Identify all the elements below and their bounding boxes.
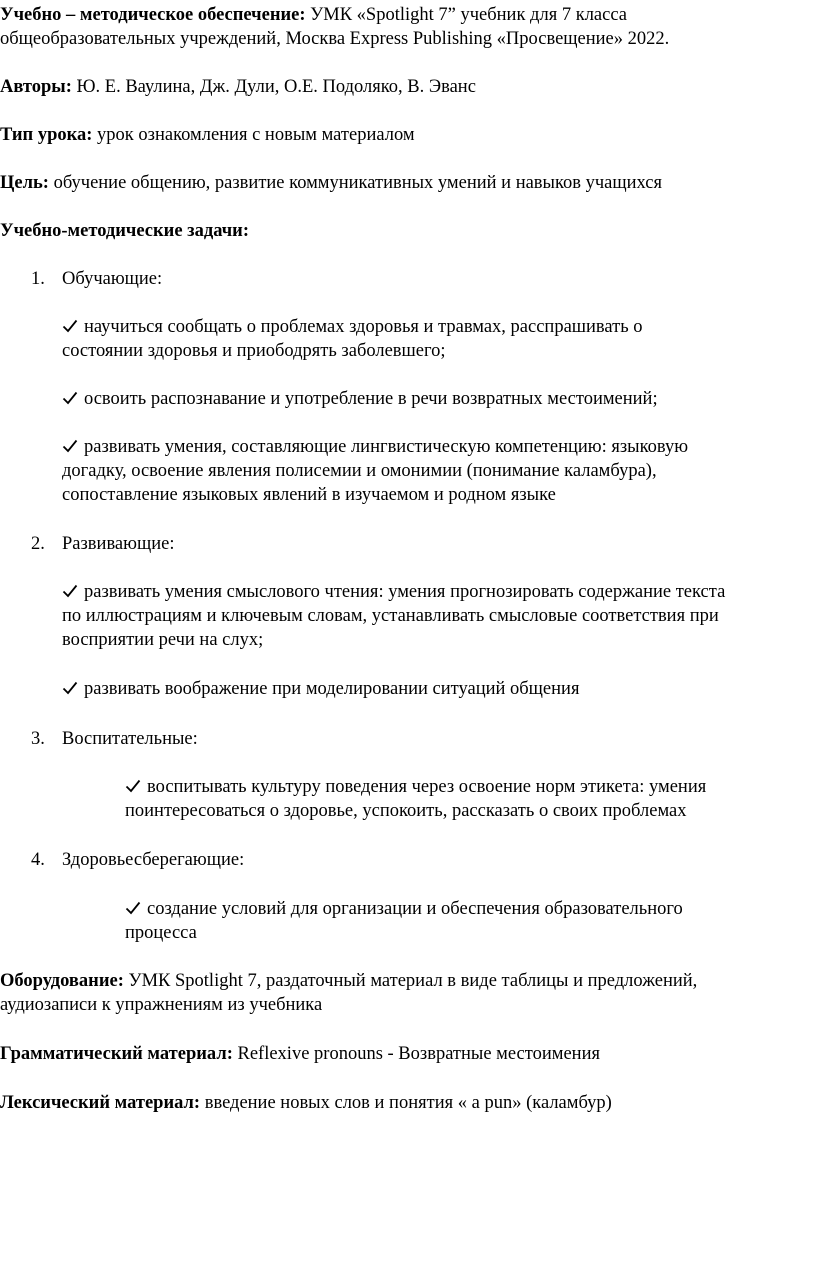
equipment-value-2: аудиозаписи к упражнениям из учебника: [0, 995, 323, 1015]
lexical-label: Лексический материал:: [0, 1093, 201, 1113]
task-title: Здоровьесберегающие:: [62, 850, 245, 870]
check-icon: [62, 391, 78, 405]
authors-label: Авторы:: [0, 77, 72, 97]
check-icon: [125, 901, 141, 915]
list-item-continuation: догадку, освоение явления полисемии и омонимии (понимание каламбура),: [62, 461, 657, 481]
lesson-type-line: [0, 123, 415, 147]
goal-value: обучение общению, развитие коммуникативных умений и навыков учащихся: [48, 173, 662, 193]
task-number: 3.: [31, 729, 45, 749]
lexical-value: введение новых слов и понятия « a pun» (каламбур): [200, 1093, 612, 1113]
task-number: 1.: [31, 269, 45, 289]
task-title: Воспитательные:: [62, 729, 198, 749]
authors-value: Ю. Е. Ваулина, Дж. Дули, О.Е. Подоляко, В. Эванс: [71, 77, 476, 97]
task-title: Обучающие:: [62, 269, 163, 289]
task-title: Развивающие:: [62, 534, 175, 554]
check-icon: [62, 319, 78, 333]
check-icon: [125, 779, 141, 793]
task-number: 2.: [31, 534, 45, 554]
equipment-label: Оборудование:: [0, 971, 124, 991]
authors-line: [0, 75, 476, 99]
textbook-line-2: [0, 27, 669, 51]
list-item: развивать умения, составляющие лингвистическую компетенцию: языковую: [62, 435, 688, 459]
grammar-value: Reflexive pronouns - Возвратные местоимения: [232, 1044, 600, 1064]
textbook-value-1: УМК «Spotlight 7” учебник для 7 класса: [305, 5, 627, 25]
task-number: 4.: [31, 850, 45, 870]
equipment-line-2: [0, 993, 322, 1017]
lesson-type-value: урок ознакомления с новым материалом: [92, 125, 415, 145]
list-item-continuation: поинтересоваться о здоровье, успокоить, рассказать о своих проблемах: [125, 801, 687, 821]
list-item: воспитывать культуру поведения через освоение норм этикета: умения: [125, 775, 706, 799]
lesson-type-label: Тип урока:: [0, 125, 93, 145]
list-item: развивать умения смыслового чтения: умения прогнозировать содержание текста: [62, 580, 725, 604]
list-item-continuation: восприятии речи на слух;: [62, 630, 264, 650]
list-item-continuation: процесса: [125, 923, 197, 943]
list-item: развивать воображение при моделировании ситуаций общения: [62, 677, 579, 701]
grammar-label: Грамматический материал:: [0, 1044, 233, 1064]
textbook-line-1: [0, 3, 627, 27]
list-item-continuation: состоянии здоровья и приободрять заболевшего;: [62, 341, 446, 361]
equipment-line-1: [0, 969, 697, 993]
tasks-heading: Учебно-методические задачи:: [0, 221, 249, 241]
list-item-continuation: сопоставление языковых явлений в изучаемом и родном языке: [62, 485, 556, 505]
goal-line: [0, 171, 662, 195]
list-item-continuation: по иллюстрациям и ключевым словам, устанавливать смысловые соответствия при: [62, 606, 719, 626]
textbook-label: Учебно – методическое обеспечение:: [0, 5, 306, 25]
lexical-line: [0, 1091, 612, 1115]
check-icon: [62, 439, 78, 453]
check-icon: [62, 681, 78, 695]
list-item: создание условий для организации и обеспечения образовательного: [125, 897, 683, 921]
check-icon: [62, 584, 78, 598]
grammar-line: [0, 1042, 600, 1066]
list-item: освоить распознавание и употребление в речи возвратных местоимений;: [62, 387, 658, 411]
goal-label: Цель:: [0, 173, 49, 193]
textbook-value-2: общеобразовательных учреждений, Москва Express Publishing «Просвещение» 2022.: [0, 29, 670, 49]
list-item: научиться сообщать о проблемах здоровья и травмах, расспрашивать о: [62, 315, 643, 339]
equipment-value-1: УМК Spotlight 7, раздаточный материал в виде таблицы и предложений,: [123, 971, 698, 991]
